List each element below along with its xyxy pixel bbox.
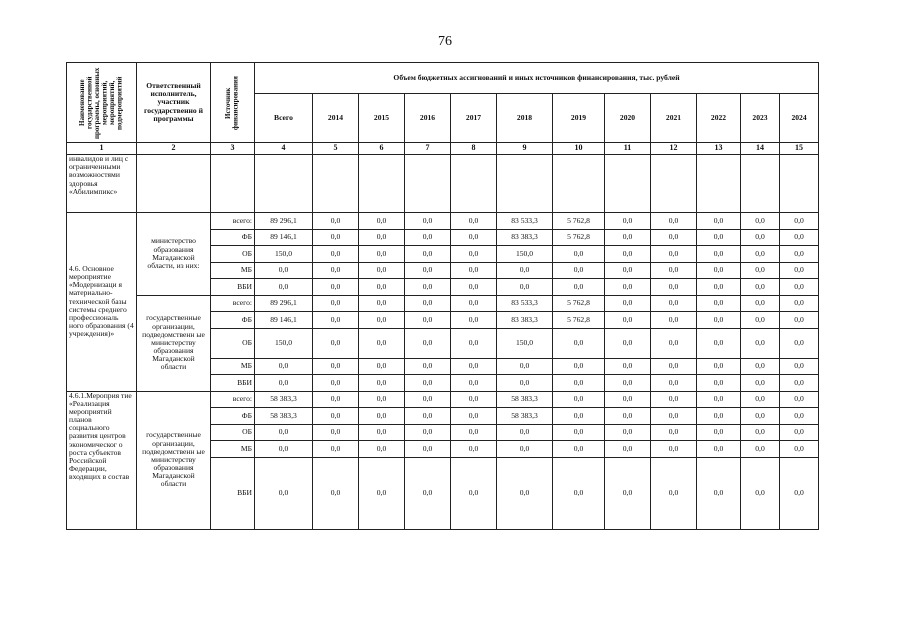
value-cell: 0,0 bbox=[780, 457, 819, 529]
value-cell: 0,0 bbox=[313, 213, 359, 230]
value-cell: 0,0 bbox=[697, 312, 741, 329]
value-cell: 0,0 bbox=[313, 262, 359, 279]
value-cell: 0,0 bbox=[741, 328, 780, 358]
continuation-cell: инвалидов и лиц с ограниченными возможностями здоровья «Абилимпикс» bbox=[67, 155, 137, 213]
value-cell: 0,0 bbox=[553, 246, 605, 263]
value-cell: 0,0 bbox=[651, 312, 697, 329]
value-cell: 0,0 bbox=[451, 375, 497, 392]
value-cell: 0,0 bbox=[451, 424, 497, 441]
value-cell: 0,0 bbox=[451, 408, 497, 425]
value-cell: 0,0 bbox=[697, 391, 741, 408]
value-cell: 0,0 bbox=[255, 262, 313, 279]
value-cell: 0,0 bbox=[741, 424, 780, 441]
table-row bbox=[67, 295, 819, 312]
header-year: 2014 bbox=[313, 94, 359, 143]
value-cell: 0,0 bbox=[451, 358, 497, 375]
value-cell: 0,0 bbox=[780, 229, 819, 246]
value-cell: 0,0 bbox=[313, 279, 359, 296]
value-cell: 0,0 bbox=[651, 213, 697, 230]
responsible-cell: государственные организации, подведомственн ые министерству образования Магаданской области bbox=[137, 391, 211, 529]
value-cell: 0,0 bbox=[405, 229, 451, 246]
value-cell: 0,0 bbox=[605, 408, 651, 425]
value-cell: 0,0 bbox=[313, 441, 359, 458]
value-cell: 0,0 bbox=[780, 279, 819, 296]
source-cell: всего: bbox=[211, 295, 255, 312]
value-cell: 0,0 bbox=[605, 375, 651, 392]
value-cell: 0,0 bbox=[405, 295, 451, 312]
value-cell: 0,0 bbox=[359, 295, 405, 312]
value-cell: 5 762,8 bbox=[553, 229, 605, 246]
value-cell: 0,0 bbox=[313, 312, 359, 329]
value-cell: 0,0 bbox=[405, 391, 451, 408]
value-cell: 0,0 bbox=[697, 358, 741, 375]
column-number: 11 bbox=[605, 143, 651, 155]
column-number-row bbox=[67, 143, 819, 155]
value-cell: 0,0 bbox=[697, 408, 741, 425]
value-cell: 0,0 bbox=[405, 358, 451, 375]
value-cell: 0,0 bbox=[451, 457, 497, 529]
value-cell: 0,0 bbox=[451, 262, 497, 279]
source-cell: ФБ bbox=[211, 408, 255, 425]
value-cell: 0,0 bbox=[651, 408, 697, 425]
source-cell: ОБ bbox=[211, 246, 255, 263]
source-cell: МБ bbox=[211, 441, 255, 458]
value-cell: 0,0 bbox=[359, 391, 405, 408]
value-cell: 150,0 bbox=[497, 328, 553, 358]
header-year: 2016 bbox=[405, 94, 451, 143]
value-cell: 0,0 bbox=[741, 246, 780, 263]
value-cell: 0,0 bbox=[780, 328, 819, 358]
value-cell: 0,0 bbox=[405, 424, 451, 441]
value-cell: 0,0 bbox=[255, 424, 313, 441]
value-cell: 0,0 bbox=[313, 246, 359, 263]
value-cell: 0,0 bbox=[697, 441, 741, 458]
value-cell: 0,0 bbox=[605, 262, 651, 279]
column-number: 7 bbox=[405, 143, 451, 155]
column-number: 1 bbox=[67, 143, 137, 155]
value-cell: 0,0 bbox=[451, 312, 497, 329]
value-cell: 0,0 bbox=[497, 441, 553, 458]
value-cell: 0,0 bbox=[553, 391, 605, 408]
value-cell: 0,0 bbox=[451, 328, 497, 358]
value-cell: 0,0 bbox=[405, 408, 451, 425]
column-number: 5 bbox=[313, 143, 359, 155]
value-cell: 0,0 bbox=[451, 441, 497, 458]
value-cell: 89 296,1 bbox=[255, 295, 313, 312]
source-cell: ФБ bbox=[211, 312, 255, 329]
source-cell: всего: bbox=[211, 391, 255, 408]
value-cell: 0,0 bbox=[313, 229, 359, 246]
column-number: 8 bbox=[451, 143, 497, 155]
column-number: 2 bbox=[137, 143, 211, 155]
value-cell: 83 533,3 bbox=[497, 295, 553, 312]
value-cell: 0,0 bbox=[405, 457, 451, 529]
value-cell: 5 762,8 bbox=[553, 213, 605, 230]
column-number: 6 bbox=[359, 143, 405, 155]
value-cell: 150,0 bbox=[497, 246, 553, 263]
header-year: 2019 bbox=[553, 94, 605, 143]
header-year: 2018 bbox=[497, 94, 553, 143]
header-responsible: Ответственный исполнитель, участник государственно й программы bbox=[137, 63, 211, 143]
value-cell: 0,0 bbox=[605, 457, 651, 529]
value-cell: 0,0 bbox=[651, 358, 697, 375]
value-cell: 0,0 bbox=[553, 358, 605, 375]
value-cell: 0,0 bbox=[405, 375, 451, 392]
value-cell: 0,0 bbox=[780, 295, 819, 312]
value-cell: 0,0 bbox=[651, 391, 697, 408]
value-cell: 0,0 bbox=[741, 312, 780, 329]
value-cell: 0,0 bbox=[359, 457, 405, 529]
table-row bbox=[67, 213, 819, 230]
column-number: 10 bbox=[553, 143, 605, 155]
source-cell: МБ bbox=[211, 358, 255, 375]
source-cell: МБ bbox=[211, 262, 255, 279]
value-cell: 0,0 bbox=[553, 424, 605, 441]
column-number: 12 bbox=[651, 143, 697, 155]
value-cell: 0,0 bbox=[359, 328, 405, 358]
value-cell: 0,0 bbox=[359, 262, 405, 279]
value-cell: 0,0 bbox=[605, 229, 651, 246]
value-cell: 0,0 bbox=[359, 229, 405, 246]
value-cell: 83 383,3 bbox=[497, 229, 553, 246]
source-cell: ФБ bbox=[211, 229, 255, 246]
value-cell: 0,0 bbox=[359, 408, 405, 425]
value-cell: 83 533,3 bbox=[497, 213, 553, 230]
value-cell: 0,0 bbox=[497, 262, 553, 279]
source-cell: ВБИ bbox=[211, 375, 255, 392]
header-source: Источник финансирования bbox=[211, 63, 255, 143]
value-cell: 0,0 bbox=[780, 312, 819, 329]
value-cell: 0,0 bbox=[780, 262, 819, 279]
section-name: 4.6.1.Мероприя тие «Реализация мероприятий планов социального развития центров экономическог о роста субъектов Российской Федерации, входящих в состав bbox=[67, 391, 137, 529]
table-row bbox=[67, 391, 819, 408]
value-cell: 0,0 bbox=[651, 229, 697, 246]
source-cell: ВБИ bbox=[211, 279, 255, 296]
value-cell: 0,0 bbox=[359, 424, 405, 441]
value-cell: 0,0 bbox=[605, 441, 651, 458]
value-cell: 0,0 bbox=[553, 262, 605, 279]
value-cell: 83 383,3 bbox=[497, 312, 553, 329]
value-cell: 5 762,8 bbox=[553, 295, 605, 312]
value-cell: 0,0 bbox=[741, 213, 780, 230]
value-cell: 0,0 bbox=[780, 213, 819, 230]
value-cell: 0,0 bbox=[651, 279, 697, 296]
value-cell: 0,0 bbox=[697, 262, 741, 279]
value-cell: 0,0 bbox=[451, 279, 497, 296]
value-cell: 0,0 bbox=[780, 375, 819, 392]
value-cell: 0,0 bbox=[780, 358, 819, 375]
value-cell: 0,0 bbox=[651, 295, 697, 312]
value-cell: 0,0 bbox=[605, 358, 651, 375]
page-number: 76 bbox=[438, 34, 452, 49]
value-cell: 0,0 bbox=[313, 358, 359, 375]
responsible-cell: государственные организации, подведомственн ые министерству образования Магаданской области bbox=[137, 295, 211, 391]
value-cell: 0,0 bbox=[313, 391, 359, 408]
value-cell: 0,0 bbox=[741, 375, 780, 392]
value-cell: 0,0 bbox=[605, 391, 651, 408]
value-cell: 0,0 bbox=[697, 246, 741, 263]
column-number: 14 bbox=[741, 143, 780, 155]
value-cell: 89 146,1 bbox=[255, 312, 313, 329]
value-cell: 0,0 bbox=[741, 229, 780, 246]
value-cell: 0,0 bbox=[255, 375, 313, 392]
column-number: 3 bbox=[211, 143, 255, 155]
header-year: 2023 bbox=[741, 94, 780, 143]
value-cell: 0,0 bbox=[697, 229, 741, 246]
value-cell: 0,0 bbox=[697, 213, 741, 230]
column-number: 13 bbox=[697, 143, 741, 155]
value-cell: 0,0 bbox=[741, 295, 780, 312]
value-cell: 0,0 bbox=[651, 262, 697, 279]
value-cell: 0,0 bbox=[651, 246, 697, 263]
value-cell: 0,0 bbox=[741, 408, 780, 425]
value-cell: 0,0 bbox=[697, 424, 741, 441]
value-cell: 0,0 bbox=[605, 213, 651, 230]
value-cell: 0,0 bbox=[553, 328, 605, 358]
value-cell: 0,0 bbox=[359, 375, 405, 392]
value-cell: 0,0 bbox=[780, 424, 819, 441]
value-cell: 0,0 bbox=[605, 328, 651, 358]
value-cell: 58 383,3 bbox=[255, 408, 313, 425]
header-year: 2024 bbox=[780, 94, 819, 143]
value-cell: 0,0 bbox=[359, 213, 405, 230]
value-cell: 0,0 bbox=[651, 328, 697, 358]
header-year: 2022 bbox=[697, 94, 741, 143]
value-cell: 0,0 bbox=[741, 262, 780, 279]
value-cell: 150,0 bbox=[255, 246, 313, 263]
value-cell: 0,0 bbox=[651, 424, 697, 441]
value-cell: 0,0 bbox=[741, 441, 780, 458]
value-cell: 0,0 bbox=[405, 441, 451, 458]
value-cell: 0,0 bbox=[313, 424, 359, 441]
value-cell: 0,0 bbox=[780, 246, 819, 263]
value-cell: 0,0 bbox=[605, 279, 651, 296]
value-cell: 0,0 bbox=[405, 213, 451, 230]
value-cell: 0,0 bbox=[255, 279, 313, 296]
value-cell: 0,0 bbox=[651, 441, 697, 458]
value-cell: 0,0 bbox=[697, 295, 741, 312]
value-cell: 0,0 bbox=[741, 358, 780, 375]
value-cell: 5 762,8 bbox=[553, 312, 605, 329]
value-cell: 0,0 bbox=[359, 279, 405, 296]
value-cell: 0,0 bbox=[451, 246, 497, 263]
value-cell: 0,0 bbox=[405, 312, 451, 329]
value-cell: 58 383,3 bbox=[255, 391, 313, 408]
value-cell: 0,0 bbox=[497, 424, 553, 441]
value-cell: 0,0 bbox=[780, 408, 819, 425]
responsible-cell: министерство образования Магаданской области, из них: bbox=[137, 213, 211, 296]
header-group: Объем бюджетных ассигнований и иных источников финансирования, тыс. рублей bbox=[255, 63, 819, 94]
value-cell: 89 296,1 bbox=[255, 213, 313, 230]
source-cell: ОБ bbox=[211, 328, 255, 358]
value-cell: 0,0 bbox=[405, 279, 451, 296]
value-cell: 0,0 bbox=[255, 441, 313, 458]
value-cell: 0,0 bbox=[553, 279, 605, 296]
value-cell: 0,0 bbox=[313, 328, 359, 358]
value-cell: 0,0 bbox=[605, 424, 651, 441]
value-cell: 58 383,3 bbox=[497, 391, 553, 408]
value-cell: 0,0 bbox=[741, 279, 780, 296]
source-cell: всего: bbox=[211, 213, 255, 230]
value-cell: 58 383,3 bbox=[497, 408, 553, 425]
value-cell: 0,0 bbox=[313, 408, 359, 425]
value-cell: 150,0 bbox=[255, 328, 313, 358]
value-cell: 0,0 bbox=[359, 358, 405, 375]
header-total: Всего bbox=[255, 94, 313, 143]
value-cell: 0,0 bbox=[553, 408, 605, 425]
value-cell: 0,0 bbox=[255, 358, 313, 375]
value-cell: 0,0 bbox=[313, 375, 359, 392]
section-name: 4.6. Основное мероприятие «Модернизаци я материально-технической базы системы среднего профессиональ ного образования (4 учреждения)» bbox=[67, 213, 137, 392]
header-year: 2015 bbox=[359, 94, 405, 143]
value-cell: 0,0 bbox=[697, 328, 741, 358]
value-cell: 0,0 bbox=[553, 441, 605, 458]
value-cell: 0,0 bbox=[405, 246, 451, 263]
value-cell: 0,0 bbox=[605, 246, 651, 263]
header-year: 2021 bbox=[651, 94, 697, 143]
value-cell: 89 146,1 bbox=[255, 229, 313, 246]
value-cell: 0,0 bbox=[359, 312, 405, 329]
value-cell: 0,0 bbox=[605, 295, 651, 312]
column-number: 15 bbox=[780, 143, 819, 155]
value-cell: 0,0 bbox=[553, 375, 605, 392]
value-cell: 0,0 bbox=[605, 312, 651, 329]
budget-table bbox=[66, 62, 819, 530]
value-cell: 0,0 bbox=[359, 441, 405, 458]
value-cell: 0,0 bbox=[451, 391, 497, 408]
value-cell: 0,0 bbox=[497, 457, 553, 529]
header-year: 2020 bbox=[605, 94, 651, 143]
value-cell: 0,0 bbox=[697, 457, 741, 529]
value-cell: 0,0 bbox=[405, 328, 451, 358]
source-cell: ВБИ bbox=[211, 457, 255, 529]
source-cell: ОБ bbox=[211, 424, 255, 441]
value-cell: 0,0 bbox=[451, 213, 497, 230]
value-cell: 0,0 bbox=[741, 391, 780, 408]
value-cell: 0,0 bbox=[497, 375, 553, 392]
value-cell: 0,0 bbox=[255, 457, 313, 529]
value-cell: 0,0 bbox=[651, 457, 697, 529]
value-cell: 0,0 bbox=[451, 295, 497, 312]
header-row-top bbox=[67, 63, 819, 94]
value-cell: 0,0 bbox=[405, 262, 451, 279]
header-year: 2017 bbox=[451, 94, 497, 143]
continuation-row bbox=[67, 155, 819, 213]
value-cell: 0,0 bbox=[313, 295, 359, 312]
column-number: 9 bbox=[497, 143, 553, 155]
header-name: Наименование государственной программы, основных мероприятий, мероприятий, подмероприятий bbox=[67, 63, 137, 143]
value-cell: 0,0 bbox=[697, 375, 741, 392]
value-cell: 0,0 bbox=[359, 246, 405, 263]
value-cell: 0,0 bbox=[697, 279, 741, 296]
value-cell: 0,0 bbox=[741, 457, 780, 529]
value-cell: 0,0 bbox=[313, 457, 359, 529]
value-cell: 0,0 bbox=[651, 375, 697, 392]
value-cell: 0,0 bbox=[497, 279, 553, 296]
value-cell: 0,0 bbox=[780, 391, 819, 408]
value-cell: 0,0 bbox=[780, 441, 819, 458]
value-cell: 0,0 bbox=[553, 457, 605, 529]
column-number: 4 bbox=[255, 143, 313, 155]
value-cell: 0,0 bbox=[451, 229, 497, 246]
value-cell: 0,0 bbox=[497, 358, 553, 375]
